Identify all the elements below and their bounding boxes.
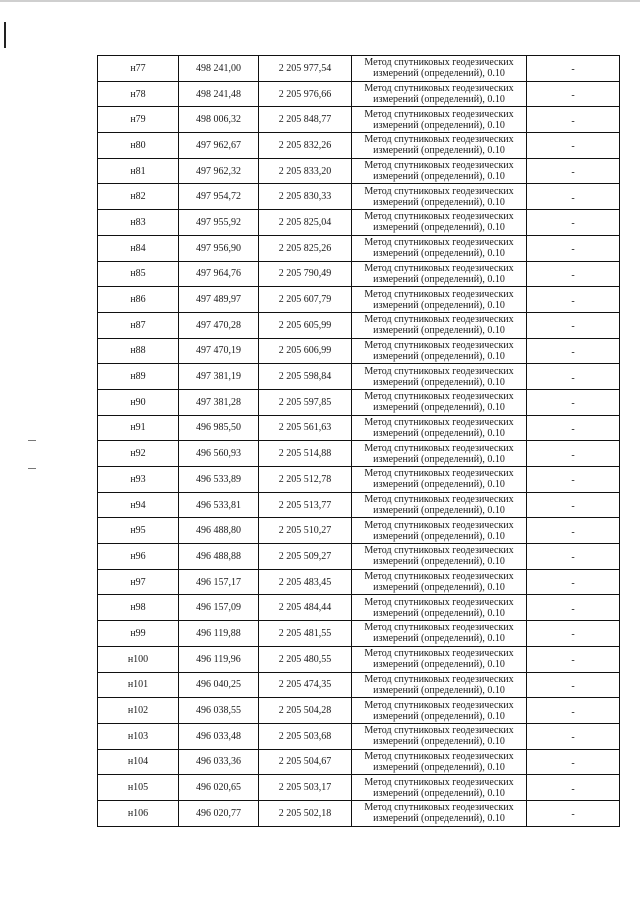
method-text-line2: измерений (определений), 0.10 — [373, 376, 505, 388]
description-text: - — [571, 167, 575, 179]
method-cell — [352, 749, 527, 775]
table-row — [98, 518, 620, 544]
description-cell — [527, 595, 620, 621]
description-cell — [527, 672, 620, 698]
x-coordinate-cell: 496 157,17 — [179, 569, 259, 595]
method-cell — [352, 441, 527, 467]
y-coordinate-cell: 2 205 504,28 — [259, 698, 352, 724]
point-number-cell: н92 — [98, 441, 179, 467]
table-row — [98, 312, 620, 338]
description-text: - — [571, 629, 575, 641]
point-number-cell: н87 — [98, 312, 179, 338]
description-text: - — [571, 218, 575, 230]
description-text: - — [571, 680, 575, 692]
scan-artifact-dot — [28, 440, 36, 441]
description-cell — [527, 646, 620, 672]
y-coordinate-cell: 2 205 481,55 — [259, 621, 352, 647]
y-coordinate-cell: 2 205 597,85 — [259, 389, 352, 415]
point-number-cell: н98 — [98, 595, 179, 621]
method-text-line2: измерений (определений), 0.10 — [373, 119, 505, 131]
method-text-line1: Метод спутниковых геодезических — [364, 442, 514, 454]
method-text-line2: измерений (определений), 0.10 — [373, 479, 505, 491]
point-number-cell: н78 — [98, 81, 179, 107]
table-row — [98, 184, 620, 210]
x-coordinate-cell: 496 040,25 — [179, 672, 259, 698]
point-number-cell: н79 — [98, 107, 179, 133]
method-text-line1: Метод спутниковых геодезических — [364, 776, 514, 788]
table-row — [98, 415, 620, 441]
method-cell — [352, 492, 527, 518]
method-cell — [352, 235, 527, 261]
y-coordinate-cell: 2 205 833,20 — [259, 158, 352, 184]
table-row — [98, 698, 620, 724]
method-text-line1: Метод спутниковых геодезических — [364, 673, 514, 685]
y-coordinate-cell: 2 205 825,26 — [259, 235, 352, 261]
point-number-cell: н90 — [98, 389, 179, 415]
description-text: - — [571, 655, 575, 667]
point-number-cell: н95 — [98, 518, 179, 544]
point-number-cell: н80 — [98, 133, 179, 159]
method-cell — [352, 184, 527, 210]
y-coordinate-cell: 2 205 832,26 — [259, 133, 352, 159]
x-coordinate-cell: 497 470,28 — [179, 312, 259, 338]
method-text-line1: Метод спутниковых геодезических — [364, 571, 514, 583]
point-number-cell: н81 — [98, 158, 179, 184]
x-coordinate-cell: 497 470,19 — [179, 338, 259, 364]
x-coordinate-cell: 496 560,93 — [179, 441, 259, 467]
description-cell — [527, 133, 620, 159]
description-text: - — [571, 90, 575, 102]
description-cell — [527, 723, 620, 749]
description-cell — [527, 441, 620, 467]
description-text: - — [571, 321, 575, 333]
description-cell — [527, 312, 620, 338]
table-row — [98, 133, 620, 159]
method-text-line1: Метод спутниковых геодезических — [364, 237, 514, 249]
description-text: - — [571, 192, 575, 204]
point-number-cell: н96 — [98, 544, 179, 570]
description-cell — [527, 210, 620, 236]
method-text-line2: измерений (определений), 0.10 — [373, 736, 505, 748]
description-text: - — [571, 552, 575, 564]
description-text: - — [571, 295, 575, 307]
description-text: - — [571, 783, 575, 795]
method-cell — [352, 467, 527, 493]
table-row — [98, 800, 620, 826]
y-coordinate-cell: 2 205 474,35 — [259, 672, 352, 698]
method-cell — [352, 287, 527, 313]
table-row — [98, 672, 620, 698]
point-number-cell: н84 — [98, 235, 179, 261]
method-cell — [352, 415, 527, 441]
table-row — [98, 492, 620, 518]
method-cell — [352, 210, 527, 236]
scan-artifact-dot — [28, 468, 36, 469]
table-row — [98, 775, 620, 801]
y-coordinate-cell: 2 205 510,27 — [259, 518, 352, 544]
method-text-line1: Метод спутниковых геодезических — [364, 160, 514, 172]
y-coordinate-cell: 2 205 605,99 — [259, 312, 352, 338]
method-cell — [352, 621, 527, 647]
y-coordinate-cell: 2 205 503,17 — [259, 775, 352, 801]
y-coordinate-cell: 2 205 606,99 — [259, 338, 352, 364]
method-text-line1: Метод спутниковых геодезических — [364, 134, 514, 146]
method-text-line2: измерений (определений), 0.10 — [373, 68, 505, 80]
description-cell — [527, 261, 620, 287]
method-text-line1: Метод спутниковых геодезических — [364, 622, 514, 634]
table-row — [98, 723, 620, 749]
x-coordinate-cell: 496 119,88 — [179, 621, 259, 647]
method-cell — [352, 800, 527, 826]
method-cell — [352, 312, 527, 338]
description-text: - — [571, 372, 575, 384]
description-text: - — [571, 501, 575, 513]
table-row — [98, 544, 620, 570]
point-number-cell: н93 — [98, 467, 179, 493]
method-text-line2: измерений (определений), 0.10 — [373, 556, 505, 568]
description-cell — [527, 749, 620, 775]
method-text-line2: измерений (определений), 0.10 — [373, 94, 505, 106]
description-cell — [527, 569, 620, 595]
description-text: - — [571, 269, 575, 281]
x-coordinate-cell: 496 533,81 — [179, 492, 259, 518]
coordinates-table — [97, 55, 620, 827]
description-cell — [527, 698, 620, 724]
method-text-line1: Метод спутниковых геодезических — [364, 211, 514, 223]
description-cell — [527, 389, 620, 415]
description-text: - — [571, 115, 575, 127]
table-row — [98, 158, 620, 184]
description-text: - — [571, 757, 575, 769]
table-row — [98, 338, 620, 364]
description-cell — [527, 467, 620, 493]
description-text: - — [571, 423, 575, 435]
description-cell — [527, 621, 620, 647]
method-text-line2: измерений (определений), 0.10 — [373, 299, 505, 311]
point-number-cell: н77 — [98, 56, 179, 82]
method-cell — [352, 81, 527, 107]
method-text-line2: измерений (определений), 0.10 — [373, 659, 505, 671]
method-text-line2: измерений (определений), 0.10 — [373, 684, 505, 696]
method-text-line1: Метод спутниковых геодезических — [364, 545, 514, 557]
description-text: - — [571, 64, 575, 76]
y-coordinate-cell: 2 205 503,68 — [259, 723, 352, 749]
method-cell — [352, 261, 527, 287]
x-coordinate-cell: 497 964,76 — [179, 261, 259, 287]
method-text-line1: Метод спутниковых геодезических — [364, 596, 514, 608]
method-text-line1: Метод спутниковых геодезических — [364, 339, 514, 351]
table-row — [98, 389, 620, 415]
x-coordinate-cell: 497 955,92 — [179, 210, 259, 236]
x-coordinate-cell: 496 533,89 — [179, 467, 259, 493]
x-coordinate-cell: 496 033,36 — [179, 749, 259, 775]
method-text-line1: Метод спутниковых геодезических — [364, 519, 514, 531]
method-text-line2: измерений (определений), 0.10 — [373, 273, 505, 285]
method-cell — [352, 723, 527, 749]
x-coordinate-cell: 497 954,72 — [179, 184, 259, 210]
description-text: - — [571, 526, 575, 538]
y-coordinate-cell: 2 205 502,18 — [259, 800, 352, 826]
description-cell — [527, 492, 620, 518]
description-text: - — [571, 578, 575, 590]
method-text-line1: Метод спутниковых геодезических — [364, 108, 514, 120]
description-cell — [527, 415, 620, 441]
method-text-line2: измерений (определений), 0.10 — [373, 607, 505, 619]
x-coordinate-cell: 497 381,19 — [179, 364, 259, 390]
method-text-line2: измерений (определений), 0.10 — [373, 145, 505, 157]
x-coordinate-cell: 496 038,55 — [179, 698, 259, 724]
x-coordinate-cell: 496 488,80 — [179, 518, 259, 544]
table-row — [98, 569, 620, 595]
table-row — [98, 646, 620, 672]
method-cell — [352, 775, 527, 801]
point-number-cell: н83 — [98, 210, 179, 236]
point-number-cell: н94 — [98, 492, 179, 518]
y-coordinate-cell: 2 205 504,67 — [259, 749, 352, 775]
method-text-line1: Метод спутниковых геодезических — [364, 468, 514, 480]
method-text-line1: Метод спутниковых геодезических — [364, 802, 514, 814]
y-coordinate-cell: 2 205 512,78 — [259, 467, 352, 493]
description-text: - — [571, 475, 575, 487]
table-row — [98, 261, 620, 287]
table-row — [98, 81, 620, 107]
table-row — [98, 107, 620, 133]
method-cell — [352, 698, 527, 724]
x-coordinate-cell: 496 488,88 — [179, 544, 259, 570]
y-coordinate-cell: 2 205 790,49 — [259, 261, 352, 287]
description-text: - — [571, 732, 575, 744]
point-number-cell: н106 — [98, 800, 179, 826]
method-text-line2: измерений (определений), 0.10 — [373, 171, 505, 183]
point-number-cell: н85 — [98, 261, 179, 287]
x-coordinate-cell: 496 119,96 — [179, 646, 259, 672]
method-cell — [352, 56, 527, 82]
table-row — [98, 287, 620, 313]
method-text-line2: измерений (определений), 0.10 — [373, 350, 505, 362]
method-text-line1: Метод спутниковых геодезических — [364, 365, 514, 377]
method-text-line1: Метод спутниковых геодезических — [364, 648, 514, 660]
method-cell — [352, 518, 527, 544]
method-text-line1: Метод спутниковых геодезических — [364, 494, 514, 506]
method-text-line1: Метод спутниковых геодезических — [364, 699, 514, 711]
y-coordinate-cell: 2 205 976,66 — [259, 81, 352, 107]
description-cell — [527, 544, 620, 570]
x-coordinate-cell: 497 381,28 — [179, 389, 259, 415]
x-coordinate-cell: 496 033,48 — [179, 723, 259, 749]
point-number-cell: н82 — [98, 184, 179, 210]
method-text-line1: Метод спутниковых геодезических — [364, 185, 514, 197]
table-row — [98, 441, 620, 467]
method-text-line2: измерений (определений), 0.10 — [373, 813, 505, 825]
description-cell — [527, 184, 620, 210]
y-coordinate-cell: 2 205 607,79 — [259, 287, 352, 313]
method-text-line2: измерений (определений), 0.10 — [373, 453, 505, 465]
method-text-line1: Метод спутниковых геодезических — [364, 416, 514, 428]
description-text: - — [571, 346, 575, 358]
table-row — [98, 621, 620, 647]
x-coordinate-cell: 496 020,77 — [179, 800, 259, 826]
description-text: - — [571, 706, 575, 718]
description-cell — [527, 775, 620, 801]
method-text-line2: измерений (определений), 0.10 — [373, 427, 505, 439]
description-cell — [527, 800, 620, 826]
method-text-line1: Метод спутниковых геодезических — [364, 750, 514, 762]
description-text: - — [571, 449, 575, 461]
y-coordinate-cell: 2 205 480,55 — [259, 646, 352, 672]
description-cell — [527, 56, 620, 82]
point-number-cell: н88 — [98, 338, 179, 364]
y-coordinate-cell: 2 205 830,33 — [259, 184, 352, 210]
point-number-cell: н102 — [98, 698, 179, 724]
method-text-line2: измерений (определений), 0.10 — [373, 710, 505, 722]
method-text-line2: измерений (определений), 0.10 — [373, 633, 505, 645]
description-text: - — [571, 141, 575, 153]
point-number-cell: н97 — [98, 569, 179, 595]
method-text-line2: измерений (определений), 0.10 — [373, 325, 505, 337]
description-cell — [527, 287, 620, 313]
method-text-line2: измерений (определений), 0.10 — [373, 787, 505, 799]
point-number-cell: н86 — [98, 287, 179, 313]
method-text-line1: Метод спутниковых геодезических — [364, 314, 514, 326]
method-text-line1: Метод спутниковых геодезических — [364, 725, 514, 737]
y-coordinate-cell: 2 205 484,44 — [259, 595, 352, 621]
y-coordinate-cell: 2 205 561,63 — [259, 415, 352, 441]
method-text-line1: Метод спутниковых геодезических — [364, 288, 514, 300]
table-row — [98, 235, 620, 261]
method-text-line2: измерений (определений), 0.10 — [373, 505, 505, 517]
description-text: - — [571, 398, 575, 410]
description-text: - — [571, 603, 575, 615]
method-text-line1: Метод спутниковых геодезических — [364, 57, 514, 69]
description-text: - — [571, 244, 575, 256]
method-cell — [352, 646, 527, 672]
scan-artifact-top-line — [0, 0, 640, 2]
x-coordinate-cell: 498 241,48 — [179, 81, 259, 107]
description-cell — [527, 107, 620, 133]
method-cell — [352, 364, 527, 390]
method-text-line2: измерений (определений), 0.10 — [373, 761, 505, 773]
method-text-line2: измерений (определений), 0.10 — [373, 248, 505, 260]
method-cell — [352, 672, 527, 698]
method-cell — [352, 569, 527, 595]
point-number-cell: н104 — [98, 749, 179, 775]
method-text-line2: измерений (определений), 0.10 — [373, 222, 505, 234]
y-coordinate-cell: 2 205 509,27 — [259, 544, 352, 570]
method-cell — [352, 133, 527, 159]
table-row — [98, 749, 620, 775]
point-number-cell: н99 — [98, 621, 179, 647]
y-coordinate-cell: 2 205 977,54 — [259, 56, 352, 82]
point-number-cell: н89 — [98, 364, 179, 390]
scan-artifact-left-mark — [4, 22, 6, 48]
method-text-line2: измерений (определений), 0.10 — [373, 582, 505, 594]
y-coordinate-cell: 2 205 483,45 — [259, 569, 352, 595]
x-coordinate-cell: 498 241,00 — [179, 56, 259, 82]
x-coordinate-cell: 496 157,09 — [179, 595, 259, 621]
method-text-line1: Метод спутниковых геодезических — [364, 391, 514, 403]
x-coordinate-cell: 497 962,32 — [179, 158, 259, 184]
method-text-line1: Метод спутниковых геодезических — [364, 262, 514, 274]
description-text: - — [571, 809, 575, 821]
table-row — [98, 595, 620, 621]
method-text-line1: Метод спутниковых геодезических — [364, 83, 514, 95]
y-coordinate-cell: 2 205 598,84 — [259, 364, 352, 390]
method-cell — [352, 544, 527, 570]
y-coordinate-cell: 2 205 513,77 — [259, 492, 352, 518]
description-cell — [527, 338, 620, 364]
table-row — [98, 364, 620, 390]
x-coordinate-cell: 497 489,97 — [179, 287, 259, 313]
method-cell — [352, 158, 527, 184]
description-cell — [527, 518, 620, 544]
table-row — [98, 56, 620, 82]
method-cell — [352, 338, 527, 364]
description-cell — [527, 235, 620, 261]
method-cell — [352, 107, 527, 133]
method-text-line2: измерений (определений), 0.10 — [373, 530, 505, 542]
y-coordinate-cell: 2 205 514,88 — [259, 441, 352, 467]
coordinates-table-body — [98, 56, 620, 827]
point-number-cell: н101 — [98, 672, 179, 698]
description-cell — [527, 364, 620, 390]
x-coordinate-cell: 497 962,67 — [179, 133, 259, 159]
y-coordinate-cell: 2 205 848,77 — [259, 107, 352, 133]
x-coordinate-cell: 496 020,65 — [179, 775, 259, 801]
method-cell — [352, 389, 527, 415]
x-coordinate-cell: 498 006,32 — [179, 107, 259, 133]
x-coordinate-cell: 497 956,90 — [179, 235, 259, 261]
point-number-cell: н91 — [98, 415, 179, 441]
y-coordinate-cell: 2 205 825,04 — [259, 210, 352, 236]
description-cell — [527, 158, 620, 184]
point-number-cell: н105 — [98, 775, 179, 801]
point-number-cell: н100 — [98, 646, 179, 672]
point-number-cell: н103 — [98, 723, 179, 749]
method-cell — [352, 595, 527, 621]
x-coordinate-cell: 496 985,50 — [179, 415, 259, 441]
table-row — [98, 467, 620, 493]
method-text-line2: измерений (определений), 0.10 — [373, 196, 505, 208]
method-text-line2: измерений (определений), 0.10 — [373, 402, 505, 414]
table-row — [98, 210, 620, 236]
description-cell — [527, 81, 620, 107]
